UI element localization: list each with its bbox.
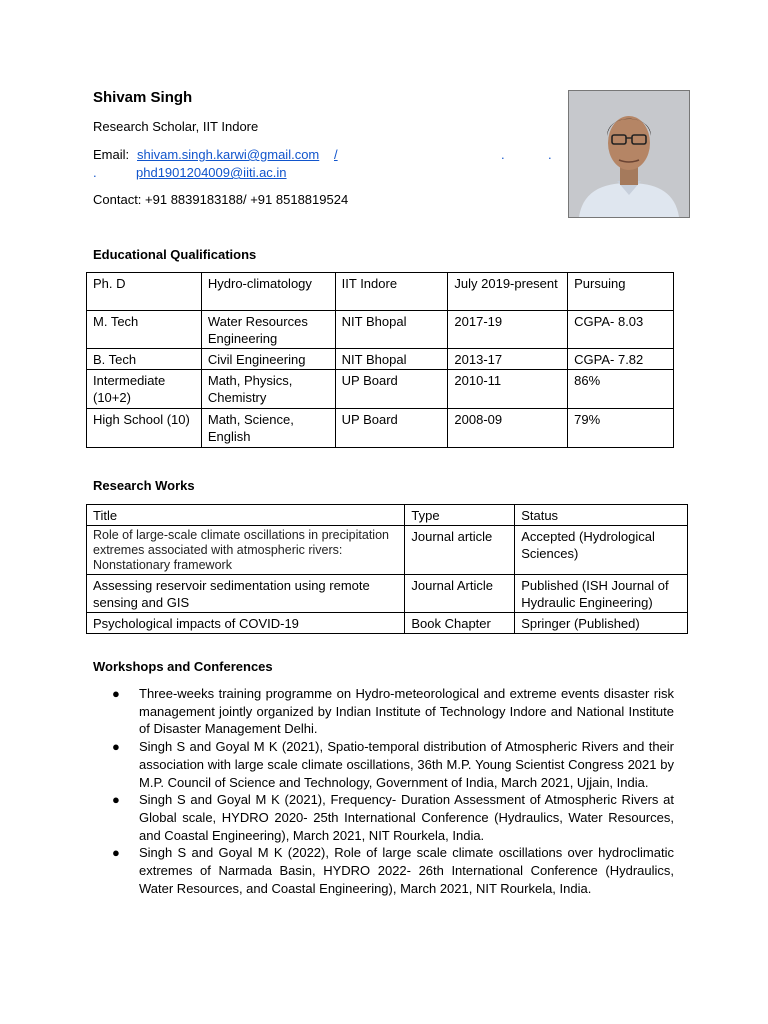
- table-header-cell: Type: [405, 505, 515, 526]
- table-cell: NIT Bhopal: [335, 349, 448, 370]
- bullet-icon: ●: [112, 739, 120, 755]
- contact-info: Contact: +91 8839183188/ +91 8518819524: [93, 192, 349, 207]
- table-cell: 2013-17: [448, 349, 568, 370]
- table-cell: Role of large-scale climate oscillations in precipitation extremes associated with atmospheric rivers: Nonstationary framework: [87, 526, 405, 575]
- table-cell: UP Board: [335, 370, 448, 409]
- bullet-icon: ●: [112, 845, 120, 861]
- table-cell: IIT Indore: [335, 273, 448, 311]
- table-row: [87, 349, 674, 370]
- research-section-title: Research Works: [93, 478, 195, 493]
- table-cell: Accepted (Hydrological Sciences): [515, 526, 688, 575]
- email-separator: /: [334, 147, 338, 162]
- table-header-cell: Status: [515, 505, 688, 526]
- table-cell: High School (10): [87, 409, 202, 448]
- table-cell: NIT Bhopal: [335, 311, 448, 349]
- research-table: [86, 504, 688, 634]
- portrait-illustration: [569, 91, 689, 217]
- table-cell: Published (ISH Journal of Hydraulic Engineering): [515, 575, 688, 613]
- table-cell: Journal article: [405, 526, 515, 575]
- bullet-icon: ●: [112, 792, 120, 808]
- workshop-text: Singh S and Goyal M K (2021), Frequency- Duration Assessment of Atmospheric Rivers at Global scale, HYDRO 2020- 25th International Conference (Hydraulics, Water Resources, and Coastal Engineering), March 2021, NIT Rourkela, India.: [139, 792, 674, 843]
- table-cell: M. Tech: [87, 311, 202, 349]
- dot-mark: .: [93, 165, 97, 180]
- workshops-list: [112, 685, 674, 897]
- dot-mark: .: [501, 147, 505, 162]
- table-header-cell: Title: [87, 505, 405, 526]
- email-primary-link[interactable]: shivam.singh.karwi@gmail.com: [137, 147, 320, 162]
- table-cell: Math, Physics, Chemistry: [201, 370, 335, 409]
- table-cell: Pursuing: [568, 273, 674, 311]
- table-cell: Journal Article: [405, 575, 515, 613]
- table-row: [87, 526, 688, 575]
- workshop-text: Singh S and Goyal M K (2022), Role of large scale climate oscillations over hydroclimatic extremes of Narmada Basin, HYDRO 2022- 26th International Conference (Hydraulics, Water Resources, and Coastal Engineering), March 2021, NIT Rourkela, India.: [139, 845, 674, 896]
- workshops-section-title: Workshops and Conferences: [93, 659, 273, 674]
- table-row: [87, 575, 688, 613]
- table-cell: Civil Engineering: [201, 349, 335, 370]
- table-cell: 79%: [568, 409, 674, 448]
- education-section-title: Educational Qualifications: [93, 247, 257, 262]
- table-cell: Intermediate (10+2): [87, 370, 202, 409]
- list-item: [112, 844, 674, 897]
- email-label: Email:: [93, 147, 130, 162]
- list-item: [112, 685, 674, 738]
- table-cell: Psychological impacts of COVID-19: [87, 613, 405, 634]
- email-secondary-link[interactable]: phd1901204009@iiti.ac.in: [136, 165, 287, 180]
- table-cell: Book Chapter: [405, 613, 515, 634]
- dot-mark: .: [548, 147, 552, 162]
- table-cell: B. Tech: [87, 349, 202, 370]
- bullet-icon: ●: [112, 686, 120, 701]
- table-cell: Assessing reservoir sedimentation using remote sensing and GIS: [87, 575, 405, 613]
- table-cell: CGPA- 8.03: [568, 311, 674, 349]
- table-cell: Ph. D: [87, 273, 202, 311]
- table-cell: CGPA- 7.82: [568, 349, 674, 370]
- table-row: [87, 409, 674, 448]
- resume-name: Shivam Singh: [93, 89, 193, 106]
- table-cell: 86%: [568, 370, 674, 409]
- list-item: [112, 791, 674, 844]
- workshop-text: Three-weeks training programme on Hydro-meteorological and extreme events disaster risk management jointly organized by Indian Institute of Technology Indore and National Institute of Disaster Management Delhi.: [139, 686, 674, 737]
- list-item: [112, 738, 674, 791]
- table-row: [87, 613, 688, 634]
- table-row: [87, 273, 674, 311]
- table-cell: 2010-11: [448, 370, 568, 409]
- table-cell: Water Resources Engineering: [201, 311, 335, 349]
- resume-role: Research Scholar, IIT Indore: [93, 119, 259, 134]
- table-cell: UP Board: [335, 409, 448, 448]
- profile-photo: [568, 90, 690, 218]
- table-cell: Springer (Published): [515, 613, 688, 634]
- table-cell: July 2019-present: [448, 273, 568, 311]
- table-header-row: [87, 505, 688, 526]
- table-cell: Hydro-climatology: [201, 273, 335, 311]
- table-row: [87, 370, 674, 409]
- table-cell: 2017-19: [448, 311, 568, 349]
- workshop-text: Singh S and Goyal M K (2021), Spatio-temporal distribution of Atmospheric Rivers and their association with large scale climate oscillations, 36th M.P. Young Scientist Congress 2021 by M.P. Council of Science and Technology, Government of India, March 2021, Ujjain, India.: [139, 739, 674, 790]
- table-cell: 2008-09: [448, 409, 568, 448]
- education-table: [86, 272, 674, 448]
- table-cell: Math, Science, English: [201, 409, 335, 448]
- table-row: [87, 311, 674, 349]
